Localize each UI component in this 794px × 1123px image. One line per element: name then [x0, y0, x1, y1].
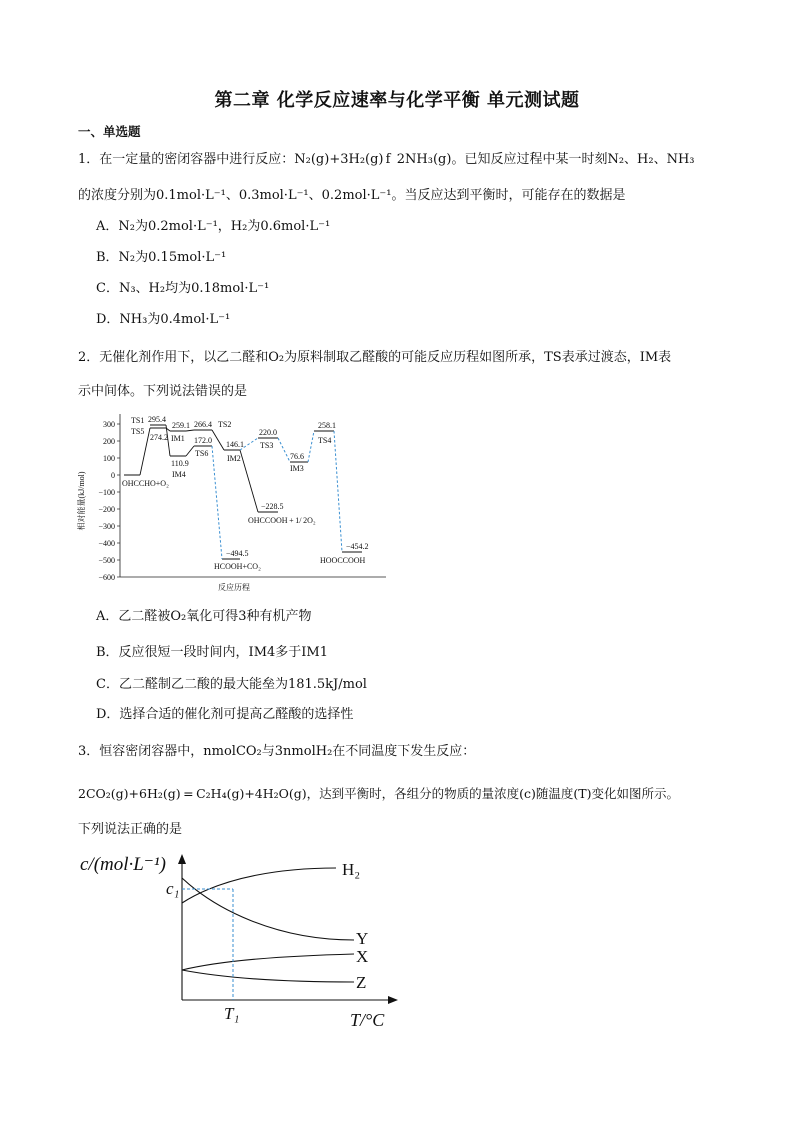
y-tick-label: 100	[103, 454, 115, 463]
q2-option-b: B．反应很短一段时间内，IM4多于IM1	[96, 645, 328, 660]
label-454: −454.2	[346, 542, 369, 551]
y-tick-label: −200	[98, 505, 115, 514]
section-heading: 一、单选题	[78, 124, 141, 139]
label-h2: H₂	[342, 860, 361, 879]
y-axis-label: 相对能量(kJ/mol)	[77, 471, 86, 531]
label-x: X	[356, 947, 369, 966]
q2-option-d: D．选择合适的催化剂可提高乙醛酸的选择性	[96, 707, 354, 722]
page-title: 第二章 化学反应速率与化学平衡 单元测试题	[214, 90, 580, 111]
q2-option-a: A．乙二醛被O₂氧化可得3种有机产物	[96, 609, 312, 624]
label-494: −494.5	[226, 549, 249, 558]
q2-option-c: C．乙二醛制乙二酸的最大能垒为181.5kJ/mol	[96, 677, 367, 692]
label-z: Z	[356, 973, 367, 992]
curve-x	[182, 954, 354, 970]
y-tick-label: −100	[98, 488, 115, 497]
x-axis-label: 反应历程	[218, 583, 250, 592]
y-axis-label: c/(mol·L⁻¹)	[80, 854, 166, 875]
y-tick-label: −600	[98, 573, 115, 582]
q3-stem-line1: 3．恒容密闭容器中，nmolCO₂与3nmolH₂在不同温度下发生反应：	[78, 744, 476, 759]
label-ts3: TS3	[260, 441, 274, 450]
label-266: 266.4	[194, 420, 212, 429]
q1-option-d: D．NH₃为0.4mol·L⁻¹	[96, 312, 231, 327]
y-tick-label: 200	[103, 437, 115, 446]
x-axis-arrow	[388, 996, 398, 1004]
label-im1: IM1	[171, 434, 185, 443]
energy-profile-figure	[74, 406, 394, 598]
q3-stem-line2: 2CO₂(g)+6H₂(g) = C₂H₄(g)+4H₂O(g)，达到平衡时，各组分的物质的量浓度(c)随温度(T)变化如图所示。	[78, 786, 680, 801]
label-274: 274.2	[150, 433, 168, 442]
label-228: −228.5	[261, 502, 284, 511]
label-t1: T₁	[224, 1004, 240, 1023]
q1-option-a: A．N₂为0.2mol·L⁻¹，H₂为0.6mol·L⁻¹	[96, 219, 331, 234]
y-tick-label: 0	[111, 471, 115, 480]
label-110: 110.9	[171, 459, 189, 468]
label-ts2: TS2	[218, 420, 232, 429]
label-ts4: TS4	[318, 436, 332, 445]
label-220: 220.0	[259, 428, 277, 437]
concentration-temperature-figure	[74, 848, 414, 1028]
label-start: OHCCHO+O₂	[122, 479, 169, 488]
label-im2: IM2	[227, 454, 241, 463]
x-axis-label: T/°C	[350, 1010, 385, 1028]
label-172: 172.0	[194, 436, 212, 445]
label-76: 76.6	[290, 452, 304, 461]
label-ohccooh: OHCCOOH + 1/ 2O₂	[248, 516, 316, 525]
label-295: 295.4	[148, 415, 166, 424]
y-axis-arrow	[178, 854, 186, 864]
label-hcooh: HCOOH+CO₂	[214, 562, 261, 571]
q1-stem-line1: 1．在一定量的密闭容器中进行反应：N₂(g)+3H₂(g) f 2NH₃(g)。已知反应过程中某一时刻N₂、H₂、NH₃	[78, 152, 695, 167]
y-tick-label: −500	[98, 556, 115, 565]
y-tick-label: 300	[103, 420, 115, 429]
label-hooccooh: HOOCCOOH	[320, 556, 366, 565]
y-tick-marks	[117, 424, 120, 577]
q1-option-c: C．N₃、H₂均为0.18mol·L⁻¹	[96, 281, 270, 296]
q1-stem-line2: 的浓度分别为0.1mol·L⁻¹、0.3mol·L⁻¹、0.2mol·L⁻¹。当反应达到平衡时，可能存在的数据是	[78, 188, 626, 203]
label-im3: IM3	[290, 464, 304, 473]
y-tick-label: −400	[98, 539, 115, 548]
label-c1: c₁	[166, 879, 180, 898]
q1-option-b: B．N₂为0.15mol·L⁻¹	[96, 250, 227, 265]
label-im4: IM4	[172, 470, 186, 479]
curve-h2	[182, 868, 336, 903]
label-y: Y	[356, 929, 369, 948]
q2-stem-line2: 示中间体。下列说法错误的是	[78, 384, 248, 399]
label-258: 258.1	[318, 421, 336, 430]
label-ts6: TS6	[195, 449, 209, 458]
label-259: 259.1	[172, 421, 190, 430]
y-tick-label: −300	[98, 522, 115, 531]
label-ts1: TS1	[131, 416, 145, 425]
curve-y	[182, 878, 354, 940]
q3-stem-line3: 下列说法正确的是	[78, 822, 183, 837]
label-ts5: TS5	[131, 427, 145, 436]
curve-z	[182, 970, 354, 982]
label-146: 146.1	[226, 440, 244, 449]
q2-stem-line1: 2．无催化剂作用下，以乙二醛和O₂为原料制取乙醛酸的可能反应历程如图所承，TS表承过渡态，IM表	[78, 350, 672, 365]
